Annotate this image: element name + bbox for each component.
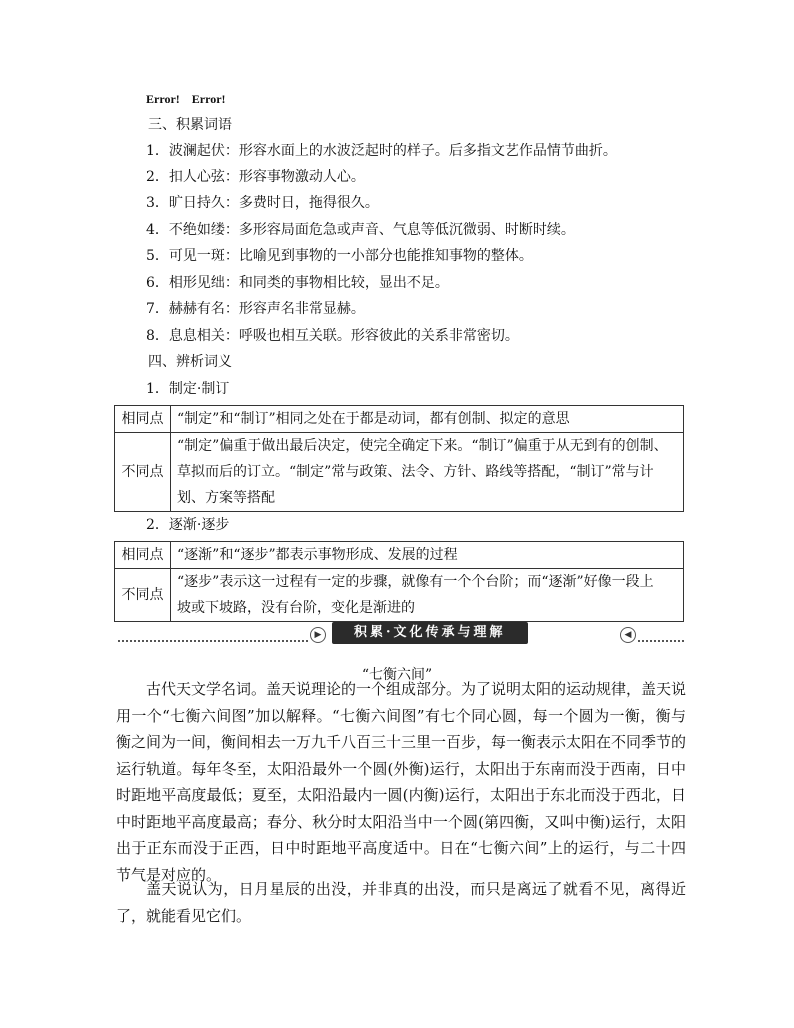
- section-heading-vocabulary: 三、积累词语: [148, 117, 232, 133]
- article-paragraph: 古代天文学名词。盖天说理论的一个组成部分。为了说明太阳的运动规律，盖天说用一个“七衡六间图”加以解释。“七衡六间图”有七个同心圆，每一个圆为一衡，衡与衡之间为一间，衡间相去一万九千八百三十三里一百步，每一衡表示太阳在不同季节的运行轨道。每年冬至，太阳沿最外一个圆(外衡)运行，太阳出于东南而没于西南，日中时距地平高度最低；夏至，太阳沿最内一圆(内衡)运行，太阳出于东北而没于西北，日中时距地平高度最高；春分、秋分时太阳沿当中一个圆(第四衡，又叫中衡)运行，太阳出于正东而没于正西，日中时距地平高度适中。日在“七衡六间”上的运行，与二十四节气是对应的。: [116, 680, 687, 884]
- table-label-diff: 不同点: [115, 569, 171, 622]
- vocab-item: 1．波澜起伏：形容水面上的水波泛起时的样子。后多指文艺作品情节曲折。: [146, 143, 617, 159]
- comparison-table: [114, 405, 684, 512]
- pair-title: 2．逐渐·逐步: [146, 517, 230, 533]
- table-cell-line: “逐步”表示这一过程有一定的步骤，就像有一个个台阶；而“逐渐”好像一段上: [177, 574, 654, 590]
- table-row: [115, 569, 684, 622]
- vocab-item: 7．赫赫有名：形容声名非常显赫。: [146, 301, 365, 317]
- section-banner: [118, 624, 684, 646]
- table-cell-line: 划、方案等搭配: [177, 490, 275, 506]
- vocab-item: 3．旷日持久：多费时日，拖得很久。: [146, 195, 379, 211]
- banner-label: 积累·文化传承与理解: [332, 622, 528, 644]
- error-marker: Error!: [191, 92, 226, 106]
- article-title: “七衡六间”: [361, 667, 433, 683]
- vocab-item: 8．息息相关：呼吸也相互关联。形容彼此的关系非常密切。: [146, 328, 519, 344]
- table-label-same: 相同点: [115, 406, 171, 433]
- table-row: [115, 542, 684, 569]
- table-cell-diff: [171, 569, 684, 622]
- vocab-item: 2．扣人心弦：形容事物激动人心。: [146, 169, 365, 185]
- right-arrow-icon: ▶: [310, 627, 326, 643]
- table-cell-same: “逐渐”和“逐步”都表示事物形成、发展的过程: [171, 542, 684, 569]
- table-label-same: 相同点: [115, 542, 171, 569]
- vocab-item: 5．可见一斑：比喻见到事物的一小部分也能推知事物的整体。: [146, 248, 533, 264]
- table-cell-diff: [171, 433, 684, 512]
- table-cell-same: “制定”和“制订”相同之处在于都是动词，都有创制、拟定的意思: [171, 406, 684, 433]
- table-label-diff: 不同点: [115, 433, 171, 512]
- table-cell-line: 草拟而后的订立。“制定”常与政策、法令、方针、路线等搭配，“制订”常与计: [177, 464, 654, 480]
- left-arrow-icon: ◀: [620, 627, 636, 643]
- table-row: [115, 406, 684, 433]
- section-heading-word-distinction: 四、辨析词义: [148, 354, 232, 370]
- article-paragraph: 盖天说认为，日月星辰的出没，并非真的出没，而只是离远了就看不见，离得近了，就能看见它们。: [116, 880, 686, 925]
- vocab-item: 6．相形见绌：和同类的事物相比较，显出不足。: [146, 275, 449, 291]
- error-markers: [146, 92, 238, 107]
- table-row: [115, 433, 684, 512]
- table-cell-line: 坡或下坡路，没有台阶，变化是渐进的: [177, 600, 415, 616]
- pair-title: 1．制定·制订: [146, 381, 230, 397]
- table-cell-line: “制定”偏重于做出最后决定，使完全确定下来。“制订”偏重于从无到有的创制、: [177, 438, 668, 454]
- vocab-item: 4．不绝如缕：多形容局面危急或声音、气息等低沉微弱、时断时续。: [146, 222, 575, 238]
- comparison-table: [114, 541, 684, 622]
- error-marker: Error!: [146, 92, 180, 106]
